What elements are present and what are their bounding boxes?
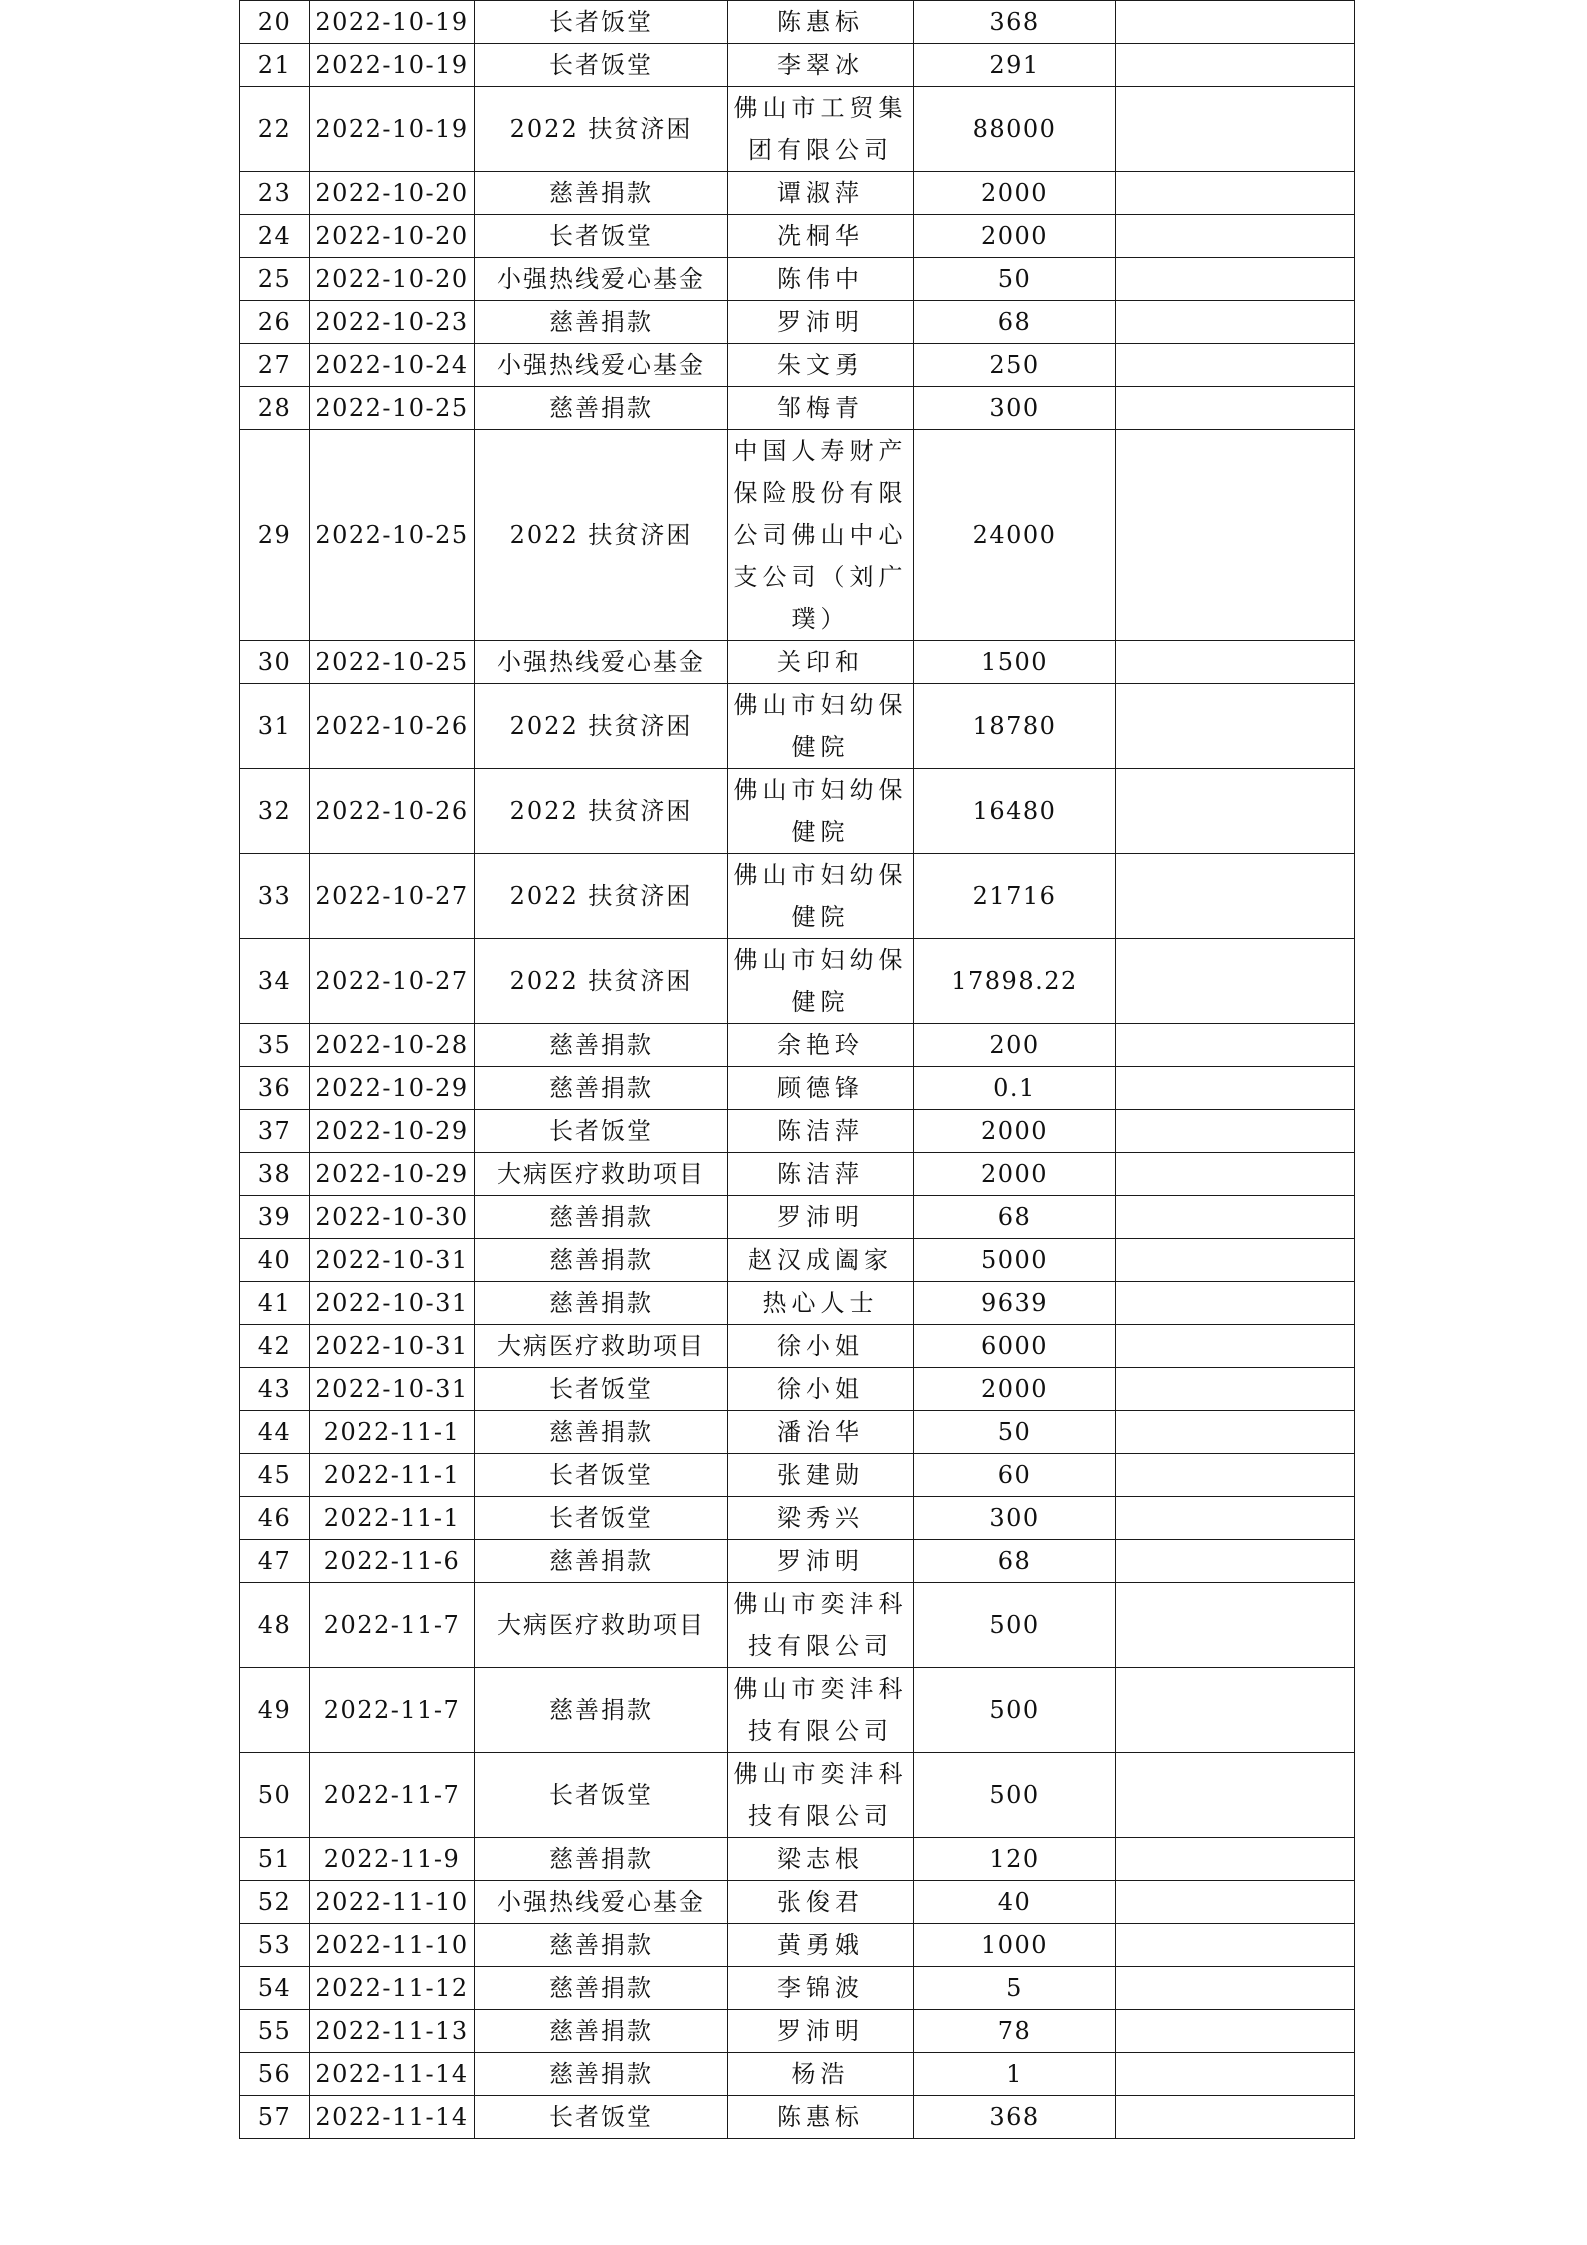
cell-amount: 68	[914, 301, 1116, 344]
cell-donor: 罗沛明	[728, 1540, 914, 1583]
cell-date: 2022-10-30	[310, 1196, 475, 1239]
table-row	[240, 1, 1355, 44]
cell-seq-no: 32	[240, 769, 310, 854]
cell-seq-no: 34	[240, 939, 310, 1024]
cell-note	[1116, 1497, 1355, 1540]
cell-donor: 佛山市妇幼保健院	[728, 769, 914, 854]
cell-note	[1116, 1454, 1355, 1497]
cell-donor: 梁秀兴	[728, 1497, 914, 1540]
cell-note	[1116, 1540, 1355, 1583]
cell-note	[1116, 1668, 1355, 1753]
table-row	[240, 2010, 1355, 2053]
cell-donor: 罗沛明	[728, 301, 914, 344]
cell-project: 慈善捐款	[475, 1668, 728, 1753]
cell-seq-no: 28	[240, 387, 310, 430]
cell-donor: 冼桐华	[728, 215, 914, 258]
table-row	[240, 939, 1355, 1024]
cell-project: 慈善捐款	[475, 301, 728, 344]
table-row	[240, 1838, 1355, 1881]
cell-project: 长者饭堂	[475, 1497, 728, 1540]
cell-amount: 6000	[914, 1325, 1116, 1368]
cell-seq-no: 38	[240, 1153, 310, 1196]
cell-project: 长者饭堂	[475, 2096, 728, 2139]
cell-amount: 17898.22	[914, 939, 1116, 1024]
table-row	[240, 1540, 1355, 1583]
table-row	[240, 215, 1355, 258]
cell-project: 慈善捐款	[475, 1838, 728, 1881]
cell-seq-no: 43	[240, 1368, 310, 1411]
cell-project: 慈善捐款	[475, 1196, 728, 1239]
cell-amount: 40	[914, 1881, 1116, 1924]
cell-date: 2022-10-31	[310, 1239, 475, 1282]
cell-amount: 2000	[914, 172, 1116, 215]
cell-note	[1116, 430, 1355, 641]
cell-note	[1116, 1924, 1355, 1967]
cell-seq-no: 33	[240, 854, 310, 939]
cell-amount: 88000	[914, 87, 1116, 172]
cell-project: 2022 扶贫济困	[475, 939, 728, 1024]
cell-note	[1116, 1282, 1355, 1325]
cell-amount: 2000	[914, 1153, 1116, 1196]
cell-note	[1116, 1196, 1355, 1239]
cell-date: 2022-10-24	[310, 344, 475, 387]
cell-date: 2022-10-23	[310, 301, 475, 344]
table-row	[240, 387, 1355, 430]
cell-date: 2022-10-27	[310, 939, 475, 1024]
cell-amount: 21716	[914, 854, 1116, 939]
cell-donor: 佛山市妇幼保健院	[728, 939, 914, 1024]
cell-seq-no: 36	[240, 1067, 310, 1110]
cell-note	[1116, 2010, 1355, 2053]
cell-date: 2022-10-26	[310, 769, 475, 854]
cell-project: 小强热线爱心基金	[475, 258, 728, 301]
cell-project: 2022 扶贫济困	[475, 87, 728, 172]
cell-project: 慈善捐款	[475, 387, 728, 430]
cell-amount: 60	[914, 1454, 1116, 1497]
cell-amount: 50	[914, 1411, 1116, 1454]
cell-amount: 1000	[914, 1924, 1116, 1967]
cell-date: 2022-11-9	[310, 1838, 475, 1881]
cell-project: 大病医疗救助项目	[475, 1153, 728, 1196]
cell-amount: 2000	[914, 1368, 1116, 1411]
table-row	[240, 1196, 1355, 1239]
cell-project: 长者饭堂	[475, 1454, 728, 1497]
cell-note	[1116, 215, 1355, 258]
cell-seq-no: 57	[240, 2096, 310, 2139]
cell-project: 慈善捐款	[475, 2053, 728, 2096]
cell-amount: 18780	[914, 684, 1116, 769]
cell-amount: 5000	[914, 1239, 1116, 1282]
table-body	[240, 1, 1355, 2139]
cell-amount: 368	[914, 2096, 1116, 2139]
cell-seq-no: 22	[240, 87, 310, 172]
cell-donor: 热心人士	[728, 1282, 914, 1325]
cell-amount: 78	[914, 2010, 1116, 2053]
cell-date: 2022-10-26	[310, 684, 475, 769]
cell-date: 2022-11-7	[310, 1753, 475, 1838]
cell-note	[1116, 684, 1355, 769]
cell-donor: 陈洁萍	[728, 1110, 914, 1153]
cell-donor: 黄勇娥	[728, 1924, 914, 1967]
table-row	[240, 44, 1355, 87]
cell-note	[1116, 641, 1355, 684]
cell-note	[1116, 1153, 1355, 1196]
cell-amount: 2000	[914, 215, 1116, 258]
table-row	[240, 1583, 1355, 1668]
table-row	[240, 854, 1355, 939]
cell-amount: 9639	[914, 1282, 1116, 1325]
cell-date: 2022-11-1	[310, 1411, 475, 1454]
cell-seq-no: 41	[240, 1282, 310, 1325]
cell-seq-no: 49	[240, 1668, 310, 1753]
cell-donor: 中国人寿财产保险股份有限公司佛山中心支公司（刘广璞）	[728, 430, 914, 641]
cell-date: 2022-11-12	[310, 1967, 475, 2010]
cell-project: 长者饭堂	[475, 1753, 728, 1838]
cell-seq-no: 54	[240, 1967, 310, 2010]
table-row	[240, 2053, 1355, 2096]
cell-date: 2022-10-25	[310, 641, 475, 684]
cell-project: 慈善捐款	[475, 1540, 728, 1583]
cell-project: 小强热线爱心基金	[475, 344, 728, 387]
cell-note	[1116, 87, 1355, 172]
cell-note	[1116, 1753, 1355, 1838]
cell-project: 慈善捐款	[475, 1067, 728, 1110]
table-row	[240, 1497, 1355, 1540]
cell-seq-no: 23	[240, 172, 310, 215]
cell-project: 慈善捐款	[475, 1024, 728, 1067]
cell-project: 长者饭堂	[475, 44, 728, 87]
cell-note	[1116, 1583, 1355, 1668]
table-row	[240, 1153, 1355, 1196]
table-row	[240, 1368, 1355, 1411]
cell-project: 长者饭堂	[475, 1, 728, 44]
cell-donor: 潘治华	[728, 1411, 914, 1454]
cell-note	[1116, 1024, 1355, 1067]
donation-table	[239, 0, 1355, 2139]
cell-project: 长者饭堂	[475, 215, 728, 258]
cell-seq-no: 50	[240, 1753, 310, 1838]
cell-donor: 赵汉成阖家	[728, 1239, 914, 1282]
cell-amount: 368	[914, 1, 1116, 44]
cell-seq-no: 37	[240, 1110, 310, 1153]
cell-donor: 佛山市妇幼保健院	[728, 854, 914, 939]
cell-project: 2022 扶贫济困	[475, 854, 728, 939]
cell-seq-no: 46	[240, 1497, 310, 1540]
cell-amount: 200	[914, 1024, 1116, 1067]
cell-seq-no: 42	[240, 1325, 310, 1368]
table-row	[240, 1282, 1355, 1325]
cell-donor: 朱文勇	[728, 344, 914, 387]
cell-donor: 罗沛明	[728, 1196, 914, 1239]
table-row	[240, 1967, 1355, 2010]
cell-seq-no: 31	[240, 684, 310, 769]
cell-seq-no: 29	[240, 430, 310, 641]
cell-donor: 佛山市妇幼保健院	[728, 684, 914, 769]
cell-seq-no: 27	[240, 344, 310, 387]
cell-date: 2022-10-19	[310, 44, 475, 87]
cell-date: 2022-10-28	[310, 1024, 475, 1067]
cell-donor: 张俊君	[728, 1881, 914, 1924]
cell-date: 2022-11-10	[310, 1924, 475, 1967]
cell-amount: 500	[914, 1668, 1116, 1753]
cell-date: 2022-10-20	[310, 215, 475, 258]
table-row	[240, 1753, 1355, 1838]
cell-amount: 250	[914, 344, 1116, 387]
cell-date: 2022-10-25	[310, 387, 475, 430]
table-row	[240, 258, 1355, 301]
cell-note	[1116, 44, 1355, 87]
cell-donor: 徐小姐	[728, 1325, 914, 1368]
cell-amount: 1	[914, 2053, 1116, 2096]
cell-project: 慈善捐款	[475, 1411, 728, 1454]
cell-donor: 陈惠标	[728, 2096, 914, 2139]
table-row	[240, 769, 1355, 854]
table-row	[240, 1067, 1355, 1110]
cell-project: 2022 扶贫济困	[475, 684, 728, 769]
cell-note	[1116, 387, 1355, 430]
cell-note	[1116, 301, 1355, 344]
cell-note	[1116, 172, 1355, 215]
cell-date: 2022-10-27	[310, 854, 475, 939]
cell-donor: 佛山市奕沣科技有限公司	[728, 1753, 914, 1838]
cell-donor: 李翠冰	[728, 44, 914, 87]
table-row	[240, 1924, 1355, 1967]
cell-amount: 5	[914, 1967, 1116, 2010]
table-row	[240, 344, 1355, 387]
table-row	[240, 172, 1355, 215]
cell-date: 2022-11-13	[310, 2010, 475, 2053]
cell-donor: 罗沛明	[728, 2010, 914, 2053]
cell-date: 2022-11-6	[310, 1540, 475, 1583]
cell-donor: 佛山市奕沣科技有限公司	[728, 1583, 914, 1668]
cell-note	[1116, 1325, 1355, 1368]
cell-date: 2022-10-20	[310, 172, 475, 215]
cell-seq-no: 44	[240, 1411, 310, 1454]
table-row	[240, 1239, 1355, 1282]
cell-donor: 佛山市工贸集团有限公司	[728, 87, 914, 172]
cell-project: 慈善捐款	[475, 172, 728, 215]
cell-note	[1116, 1368, 1355, 1411]
cell-donor: 陈惠标	[728, 1, 914, 44]
cell-seq-no: 53	[240, 1924, 310, 1967]
cell-note	[1116, 1881, 1355, 1924]
table-row	[240, 1411, 1355, 1454]
cell-donor: 邹梅青	[728, 387, 914, 430]
cell-donor: 杨浩	[728, 2053, 914, 2096]
cell-note	[1116, 1239, 1355, 1282]
cell-note	[1116, 1, 1355, 44]
cell-donor: 张建勋	[728, 1454, 914, 1497]
cell-note	[1116, 1411, 1355, 1454]
cell-note	[1116, 258, 1355, 301]
cell-amount: 68	[914, 1540, 1116, 1583]
cell-seq-no: 45	[240, 1454, 310, 1497]
cell-project: 慈善捐款	[475, 1239, 728, 1282]
table-row	[240, 1325, 1355, 1368]
cell-project: 慈善捐款	[475, 1967, 728, 2010]
table-row	[240, 641, 1355, 684]
cell-donor: 关印和	[728, 641, 914, 684]
table-row	[240, 1881, 1355, 1924]
cell-amount: 24000	[914, 430, 1116, 641]
cell-donor: 梁志根	[728, 1838, 914, 1881]
cell-amount: 300	[914, 387, 1116, 430]
cell-date: 2022-11-14	[310, 2096, 475, 2139]
cell-project: 慈善捐款	[475, 1282, 728, 1325]
cell-date: 2022-10-31	[310, 1282, 475, 1325]
cell-note	[1116, 939, 1355, 1024]
cell-project: 小强热线爱心基金	[475, 1881, 728, 1924]
cell-note	[1116, 344, 1355, 387]
cell-seq-no: 20	[240, 1, 310, 44]
cell-project: 2022 扶贫济困	[475, 769, 728, 854]
cell-date: 2022-11-14	[310, 2053, 475, 2096]
cell-note	[1116, 1967, 1355, 2010]
cell-project: 大病医疗救助项目	[475, 1325, 728, 1368]
cell-donor: 陈洁萍	[728, 1153, 914, 1196]
cell-amount: 120	[914, 1838, 1116, 1881]
cell-project: 慈善捐款	[475, 2010, 728, 2053]
cell-seq-no: 55	[240, 2010, 310, 2053]
table-row	[240, 1110, 1355, 1153]
cell-seq-no: 24	[240, 215, 310, 258]
cell-donor: 李锦波	[728, 1967, 914, 2010]
cell-seq-no: 52	[240, 1881, 310, 1924]
cell-project: 长者饭堂	[475, 1110, 728, 1153]
cell-donor: 顾德锋	[728, 1067, 914, 1110]
cell-note	[1116, 1067, 1355, 1110]
cell-amount: 500	[914, 1753, 1116, 1838]
cell-seq-no: 25	[240, 258, 310, 301]
cell-seq-no: 48	[240, 1583, 310, 1668]
table-row	[240, 430, 1355, 641]
cell-date: 2022-10-29	[310, 1153, 475, 1196]
table-row	[240, 1454, 1355, 1497]
cell-donor: 余艳玲	[728, 1024, 914, 1067]
cell-seq-no: 21	[240, 44, 310, 87]
table-row	[240, 684, 1355, 769]
cell-note	[1116, 769, 1355, 854]
cell-date: 2022-11-7	[310, 1668, 475, 1753]
cell-date: 2022-11-1	[310, 1454, 475, 1497]
cell-amount: 1500	[914, 641, 1116, 684]
cell-seq-no: 39	[240, 1196, 310, 1239]
table-row	[240, 2096, 1355, 2139]
cell-date: 2022-10-31	[310, 1368, 475, 1411]
cell-note	[1116, 2096, 1355, 2139]
table-row	[240, 1024, 1355, 1067]
cell-seq-no: 51	[240, 1838, 310, 1881]
cell-donor: 徐小姐	[728, 1368, 914, 1411]
cell-date: 2022-11-1	[310, 1497, 475, 1540]
cell-date: 2022-10-29	[310, 1067, 475, 1110]
cell-amount: 50	[914, 258, 1116, 301]
cell-donor: 陈伟中	[728, 258, 914, 301]
cell-project: 2022 扶贫济困	[475, 430, 728, 641]
cell-amount: 68	[914, 1196, 1116, 1239]
cell-seq-no: 40	[240, 1239, 310, 1282]
cell-seq-no: 26	[240, 301, 310, 344]
cell-seq-no: 47	[240, 1540, 310, 1583]
cell-project: 小强热线爱心基金	[475, 641, 728, 684]
cell-date: 2022-10-19	[310, 1, 475, 44]
cell-note	[1116, 854, 1355, 939]
cell-date: 2022-10-19	[310, 87, 475, 172]
cell-amount: 2000	[914, 1110, 1116, 1153]
cell-date: 2022-11-10	[310, 1881, 475, 1924]
cell-seq-no: 30	[240, 641, 310, 684]
cell-project: 慈善捐款	[475, 1924, 728, 1967]
cell-seq-no: 35	[240, 1024, 310, 1067]
cell-date: 2022-10-20	[310, 258, 475, 301]
cell-date: 2022-10-29	[310, 1110, 475, 1153]
cell-project: 长者饭堂	[475, 1368, 728, 1411]
cell-note	[1116, 1838, 1355, 1881]
cell-note	[1116, 1110, 1355, 1153]
cell-amount: 291	[914, 44, 1116, 87]
cell-date: 2022-10-31	[310, 1325, 475, 1368]
cell-amount: 0.1	[914, 1067, 1116, 1110]
cell-amount: 500	[914, 1583, 1116, 1668]
table-row	[240, 1668, 1355, 1753]
cell-amount: 300	[914, 1497, 1116, 1540]
cell-date: 2022-10-25	[310, 430, 475, 641]
cell-donor: 佛山市奕沣科技有限公司	[728, 1668, 914, 1753]
cell-date: 2022-11-7	[310, 1583, 475, 1668]
cell-note	[1116, 2053, 1355, 2096]
cell-seq-no: 56	[240, 2053, 310, 2096]
cell-donor: 谭淑萍	[728, 172, 914, 215]
cell-project: 大病医疗救助项目	[475, 1583, 728, 1668]
table-row	[240, 301, 1355, 344]
table-row	[240, 87, 1355, 172]
cell-amount: 16480	[914, 769, 1116, 854]
